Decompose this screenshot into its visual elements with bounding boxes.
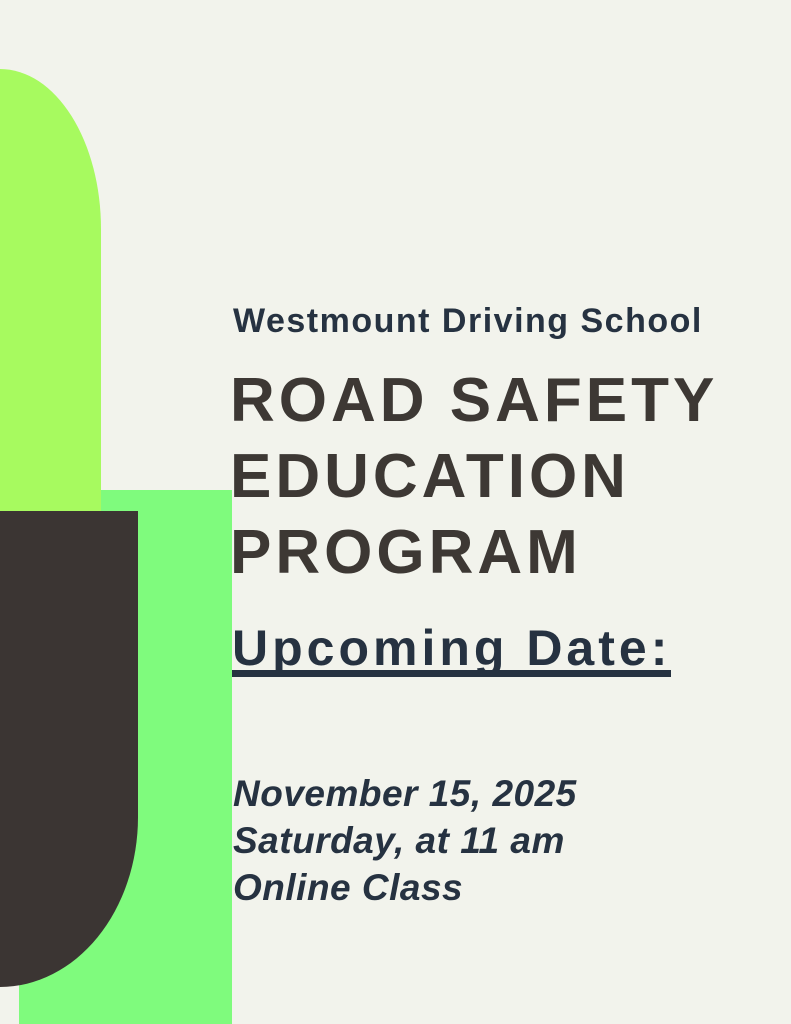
event-date: November 15, 2025 xyxy=(233,773,577,814)
event-details xyxy=(233,770,577,911)
event-format: Online Class xyxy=(233,867,464,908)
lime-capsule-shape xyxy=(0,69,101,511)
program-title xyxy=(230,363,718,591)
upcoming-date-heading: Upcoming Date: xyxy=(232,620,672,676)
event-day-time: Saturday, at 11 am xyxy=(233,820,565,861)
program-title-line-3: PROGRAM xyxy=(230,518,582,587)
program-title-line-1: ROAD SAFETY xyxy=(230,366,719,435)
school-name: Westmount Driving School xyxy=(233,302,703,340)
program-title-line-2: EDUCATION xyxy=(230,442,630,511)
upcoming-date-section xyxy=(232,620,672,677)
